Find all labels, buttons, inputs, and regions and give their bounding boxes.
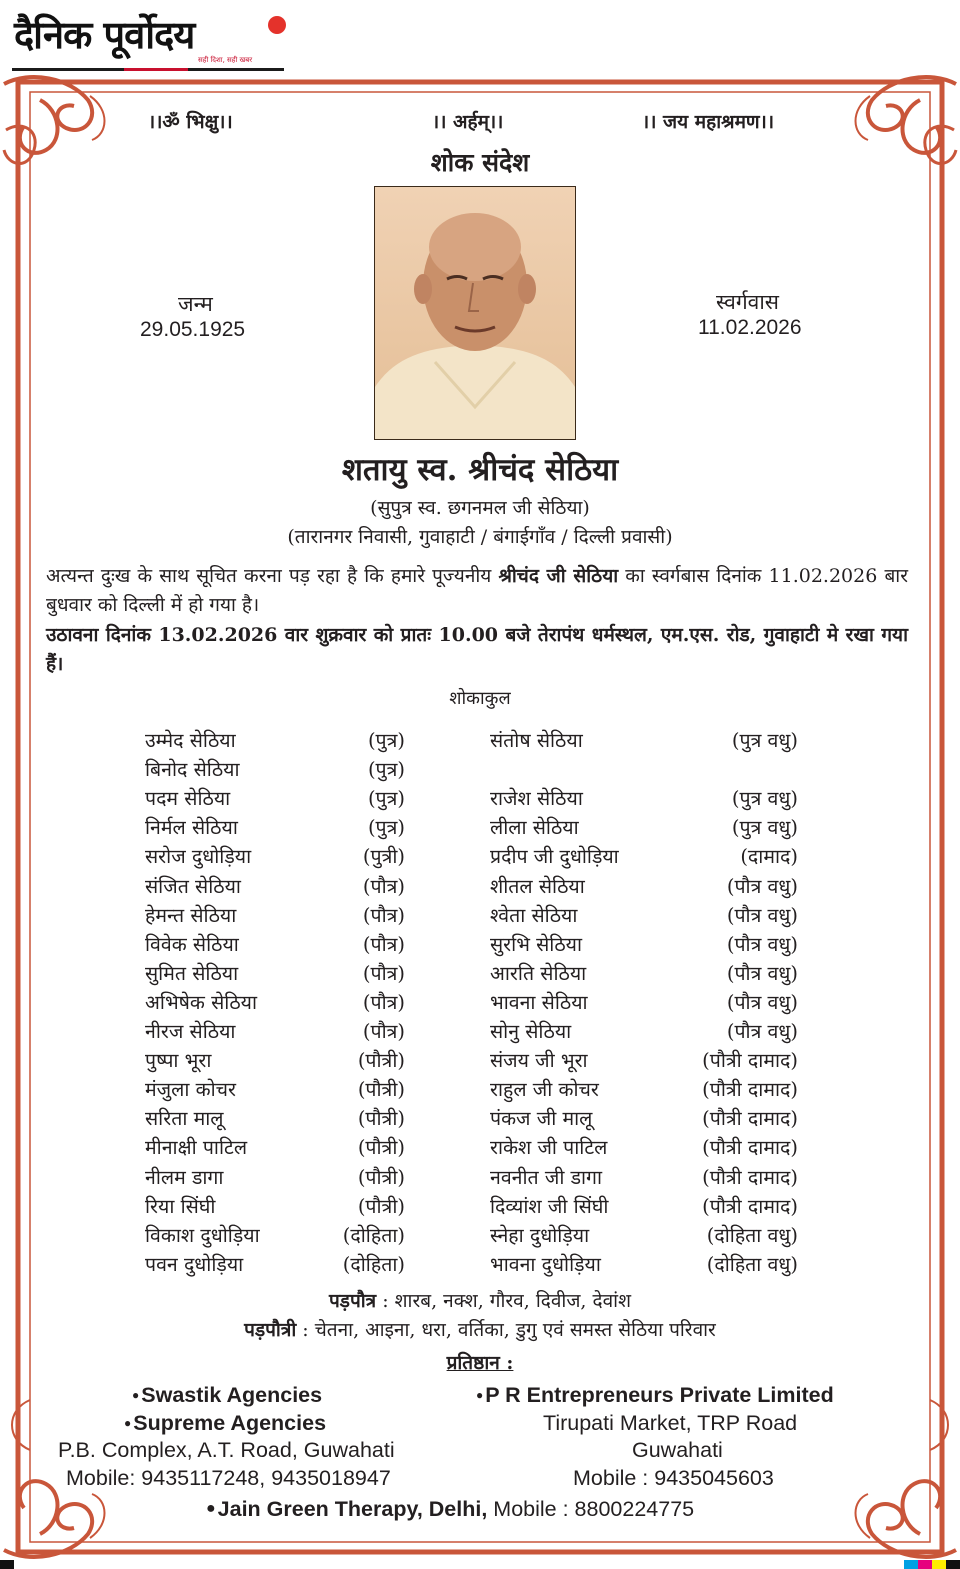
bullet-icon: ●: [206, 1500, 216, 1517]
family-row: [0, 842, 960, 871]
family-member-relation: (पौत्री): [357, 1195, 405, 1218]
family-member-relation: (पौत्री दामाद): [702, 1107, 798, 1130]
family-row: [0, 726, 960, 755]
bullet-icon: ●: [124, 1416, 132, 1430]
business-left-mobile: Mobile: 9435117248, 9435018947: [66, 1466, 391, 1490]
family-member-name: बिनोद सेठिया: [145, 758, 240, 781]
family-member-name: शीतल सेठिया: [490, 875, 585, 898]
family-member-name: राहुल जी कोचर: [490, 1078, 599, 1101]
family-member-name: नवनीत जी डागा: [490, 1166, 603, 1189]
establishments-heading: प्रतिष्ठान :: [446, 1352, 514, 1374]
family-member-name: पदम सेठिया: [145, 787, 231, 810]
family-member-relation: (पौत्र वधु): [726, 962, 798, 985]
family-member-name: राकेश जी पाटिल: [490, 1136, 608, 1159]
deceased-parentage: (सुपुत्र स्व. छगनमल जी सेठिया): [370, 497, 590, 519]
message-death-info: का स्वर्गबास दिनांक 11.02.2026 बार बुधवार को दिल्ली में हो गया है।: [46, 565, 908, 616]
family-member-relation: (पौत्री): [357, 1166, 405, 1189]
great-granddaughters-label: पड़पौत्री: [244, 1319, 297, 1341]
family-member-name: आरति सेठिया: [490, 962, 587, 985]
family-member-relation: (पौत्र): [362, 1020, 405, 1043]
family-member-relation: (पौत्री दामाद): [702, 1195, 798, 1218]
family-member-name: सोनु सेठिया: [490, 1020, 572, 1043]
print-mark-cyan: [904, 1560, 918, 1569]
family-row: [0, 1075, 960, 1104]
great-grandsons-names: : शारब, नक्श, गौरव, दिवीज, देवांश: [376, 1290, 631, 1312]
portrait-illustration: [375, 187, 575, 439]
family-row: [0, 959, 960, 988]
family-member-relation: (पुत्र वधु): [731, 787, 798, 810]
business-jain-green-therapy: [206, 1497, 694, 1522]
deceased-portrait: [374, 186, 576, 440]
family-member-name: राजेश सेठिया: [490, 787, 583, 810]
family-member-relation: (पुत्र): [367, 729, 405, 752]
business-left-address: P.B. Complex, A.T. Road, Guwahati: [58, 1438, 395, 1462]
family-row: [0, 784, 960, 813]
family-member-relation: (पौत्र): [362, 875, 405, 898]
family-row: [0, 901, 960, 930]
family-row: [0, 988, 960, 1017]
deceased-name: शतायु स्व. श्रीचंद सेठिया: [341, 452, 619, 488]
family-row: [0, 1163, 960, 1192]
family-member-relation: (पौत्र वधु): [726, 875, 798, 898]
family-member-name: सुमित सेठिया: [145, 962, 239, 985]
print-mark-yellow: [932, 1560, 946, 1569]
family-row: [0, 1104, 960, 1133]
family-member-name: नीलम डागा: [145, 1166, 224, 1189]
family-member-name: श्वेता सेठिया: [490, 904, 578, 927]
message-deceased-name: श्रीचंद जी सेठिया: [498, 565, 619, 587]
print-mark-black: [946, 1560, 960, 1569]
family-member-name: मंजुला कोचर: [145, 1078, 236, 1101]
family-member-relation: (पुत्र वधु): [731, 816, 798, 839]
message-intro: अत्यन्त दुःख के साथ सूचित करना पड़ रहा है कि हमारे पूज्यनीय: [46, 565, 499, 587]
business-jain-mobile: Mobile : 8800224775: [487, 1497, 695, 1521]
business-right-address2: Guwahati: [632, 1438, 723, 1462]
family-member-name: उम्मेद सेठिया: [145, 729, 236, 752]
great-granddaughters: [0, 1316, 960, 1342]
family-member-name: भावना सेठिया: [490, 991, 588, 1014]
business-swastik-name: Swastik Agencies: [141, 1383, 323, 1407]
family-member-relation: (पौत्र वधु): [726, 904, 798, 927]
family-member-relation: (पुत्र): [367, 758, 405, 781]
business-right-mobile: Mobile : 9435045603: [573, 1466, 774, 1490]
print-mark-left: [0, 1560, 14, 1569]
family-member-name: निर्मल सेठिया: [145, 816, 238, 839]
family-member-name: पवन दुधोड़िया: [145, 1253, 244, 1276]
great-grandsons: [0, 1287, 960, 1313]
deceased-residence: (तारानगर निवासी, गुवाहाटी / बंगाईगाँव / दिल्ली प्रवासी): [287, 526, 673, 548]
family-row: [0, 755, 960, 784]
great-granddaughters-names: : चेतना, आइना, धरा, वर्तिका, डुगु एवं समस्त सेठिया परिवार: [296, 1319, 716, 1341]
business-supreme-name: Supreme Agencies: [133, 1411, 327, 1435]
family-row: [0, 813, 960, 842]
business-jain-name: Jain Green Therapy, Delhi,: [217, 1497, 488, 1521]
bullet-icon: ●: [476, 1388, 484, 1402]
family-member-relation: (पुत्र): [367, 787, 405, 810]
family-member-relation: (दोहिता वधु): [706, 1224, 798, 1247]
family-member-name: विवेक सेठिया: [145, 933, 239, 956]
family-member-relation: (दोहिता वधु): [706, 1253, 798, 1276]
family-member-relation: (पौत्र वधु): [726, 991, 798, 1014]
family-member-relation: (दोहिता): [342, 1224, 405, 1247]
family-member-relation: (पौत्र वधु): [726, 933, 798, 956]
family-row: [0, 872, 960, 901]
family-member-relation: (पौत्री दामाद): [702, 1049, 798, 1072]
business-swastik: [132, 1383, 322, 1408]
bullet-icon: ●: [132, 1388, 140, 1402]
family-member-relation: (पौत्र): [362, 962, 405, 985]
print-mark-magenta: [918, 1560, 932, 1569]
family-member-name: हेमन्त सेठिया: [145, 904, 237, 927]
family-member-name: रिया सिंघी: [145, 1195, 216, 1218]
family-member-relation: (दामाद): [740, 845, 798, 868]
family-row: [0, 1221, 960, 1250]
family-member-name: संतोष सेठिया: [490, 729, 583, 752]
business-pr-name: P R Entrepreneurs Private Limited: [485, 1383, 834, 1407]
family-member-name: सरिता मालू: [145, 1107, 224, 1130]
family-member-relation: (पौत्र): [362, 933, 405, 956]
condolence-message: [46, 562, 908, 620]
family-member-name: सरोज दुधोड़िया: [145, 845, 252, 868]
family-row: [0, 1192, 960, 1221]
birth-date: 29.05.1925: [140, 318, 246, 341]
family-member-name: विकाश दुधोड़िया: [145, 1224, 260, 1247]
family-member-relation: (पौत्री): [357, 1136, 405, 1159]
family-row: [0, 1017, 960, 1046]
business-pr-entrepreneurs: [476, 1383, 834, 1408]
family-member-name: स्नेहा दुधोड़िया: [490, 1224, 590, 1247]
family-member-relation: (पुत्री): [362, 845, 405, 868]
business-supreme: [124, 1411, 326, 1436]
family-member-relation: (पौत्री): [357, 1049, 405, 1072]
masthead-title: दैनिक पूर्वोदय: [14, 12, 195, 57]
invocation-om-bhikshu: ।।ॐ भिक्षु।।: [148, 111, 233, 133]
business-right-address1: Tirupati Market, TRP Road: [543, 1411, 798, 1435]
family-member-name: पुष्पा भूरा: [145, 1049, 212, 1072]
family-member-name: मीनाक्षी पाटिल: [145, 1136, 248, 1159]
death-date: 11.02.2026: [698, 316, 802, 339]
family-member-relation: (पौत्री दामाद): [702, 1136, 798, 1159]
family-member-relation: (पौत्री): [357, 1107, 405, 1130]
family-member-relation: (पौत्री दामाद): [702, 1078, 798, 1101]
family-member-name: प्रदीप जी दुधोड़िया: [490, 845, 619, 868]
uthavana-notice: उठावना दिनांक 13.02.2026 वार शुक्रवार को प्रातः 10.00 बजे तेरापंथ धर्मस्थल, एम.एस. रोड, गुवाहाटी मे रखा गया हैं।: [46, 624, 908, 675]
invocation-arham: ।। अर्हम्।।: [432, 111, 504, 133]
family-row: [0, 1046, 960, 1075]
birth-label: जन्म: [178, 292, 213, 316]
family-row: [0, 1133, 960, 1162]
family-member-relation: (पौत्री): [357, 1078, 405, 1101]
family-member-name: संजित सेठिया: [145, 875, 241, 898]
family-member-relation: (पुत्र): [367, 816, 405, 839]
family-member-relation: (पुत्र वधु): [731, 729, 798, 752]
family-member-relation: (पौत्र वधु): [726, 1020, 798, 1043]
family-row: [0, 930, 960, 959]
family-member-relation: (पौत्र): [362, 904, 405, 927]
family-heading: शोकाकुल: [449, 688, 511, 709]
death-label: स्वर्गवास: [716, 290, 779, 314]
family-member-name: पंकज जी मालू: [490, 1107, 593, 1130]
family-member-name: दिव्यांश जी सिंघी: [490, 1195, 609, 1218]
masthead-tagline: सही दिशा, सही खबर: [198, 56, 253, 64]
family-member-relation: (दोहिता): [342, 1253, 405, 1276]
family-member-name: लीला सेठिया: [490, 816, 579, 839]
family-member-name: सुरभि सेठिया: [490, 933, 583, 956]
family-member-relation: (पौत्री दामाद): [702, 1166, 798, 1189]
family-member-name: संजय जी भूरा: [490, 1049, 588, 1072]
family-member-relation: (पौत्र): [362, 991, 405, 1014]
family-member-name: भावना दुधोड़िया: [490, 1253, 601, 1276]
family-row: [0, 1250, 960, 1279]
family-member-name: नीरज सेठिया: [145, 1020, 236, 1043]
invocation-jay-mahashraman: ।। जय महाश्रमण।।: [642, 111, 775, 133]
great-grandsons-label: पड़पौत्र: [328, 1290, 377, 1312]
notice-title: शोक संदेश: [430, 148, 530, 177]
family-member-name: अभिषेक सेठिया: [145, 991, 258, 1014]
